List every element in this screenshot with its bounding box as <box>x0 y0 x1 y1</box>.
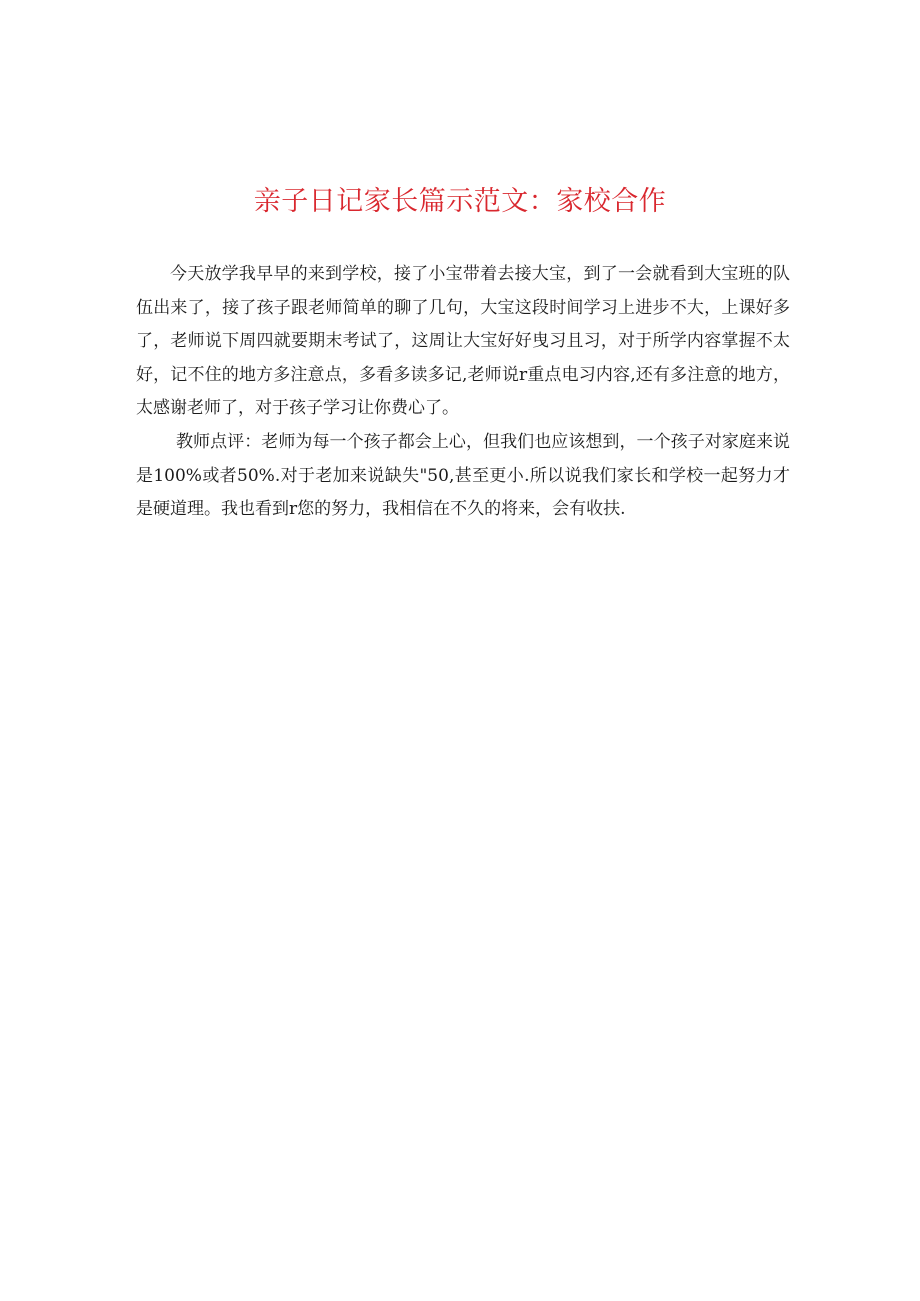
paragraph-diary: 今天放学我早早的来到学校，接了小宝带着去接大宝，到了一会就看到大宝班的队伍出来了，接了孩子跟老师简单的聊了几句，大宝这段时间学习上进步不大，上课好多了，老师说下周四就要期末考试了，这周让大宝好好曳习且习，对于所学内容掌握不太好，记不住的地方多注意点，多看多读多记,老师说r重点电习内容,还有多注意的地方，太感谢老师了，对于孩子学习让你费心了。 <box>136 264 790 419</box>
paragraph-teacher-comment: 教师点评：老师为每一个孩子都会上心，但我们也应该想到，一个孩子对家庭来说是100%或者50%.对于老加来说缺失"50,甚至更小.所以说我们家长和学校一起努力才是硬道理。我也看到r您的努力，我相信在不久的将来，会有收扶. <box>136 431 790 520</box>
document-body <box>136 258 790 527</box>
document-title: 亲子日记家长篇示范文：家校合作 <box>253 186 667 217</box>
